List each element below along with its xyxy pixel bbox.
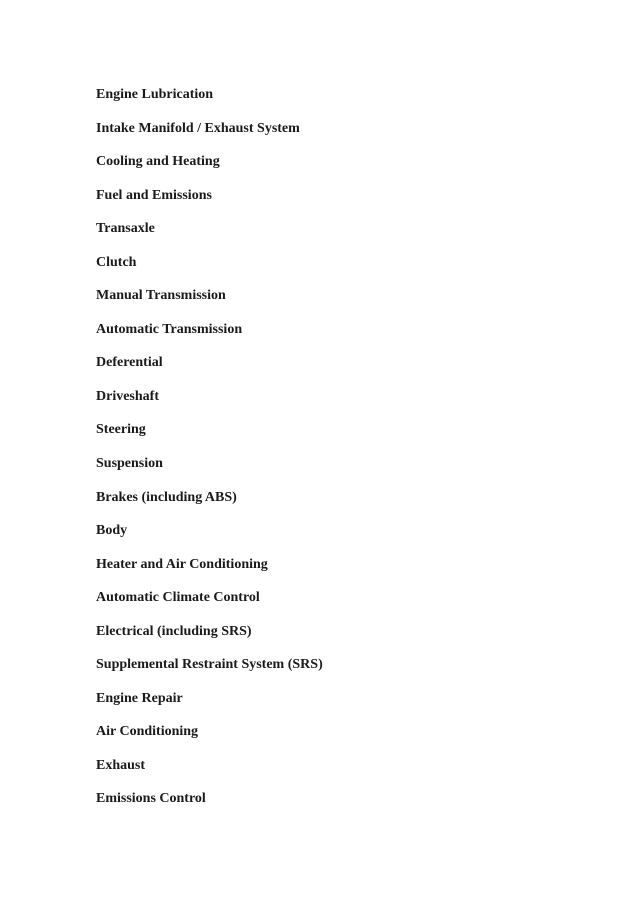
section-item: Emissions Control bbox=[96, 791, 206, 807]
section-item: Engine Repair bbox=[96, 690, 183, 706]
section-item: Automatic Transmission bbox=[96, 321, 243, 337]
section-item: Automatic Climate Control bbox=[96, 590, 260, 606]
section-item: Clutch bbox=[96, 254, 137, 270]
section-item: Brakes (including ABS) bbox=[96, 489, 237, 505]
section-item: Engine Lubrication bbox=[96, 87, 214, 102]
section-item: Supplemental Restraint System (SRS) bbox=[96, 657, 323, 673]
section-item: Air Conditioning bbox=[96, 724, 199, 740]
section-item: Fuel and Emissions bbox=[96, 187, 212, 203]
section-item: Deferential bbox=[96, 355, 163, 371]
section-list bbox=[96, 87, 323, 825]
section-item: Electrical (including SRS) bbox=[96, 623, 252, 639]
section-item: Transaxle bbox=[96, 221, 155, 237]
section-item: Steering bbox=[96, 422, 146, 438]
section-item: Heater and Air Conditioning bbox=[96, 556, 268, 572]
section-item: Suspension bbox=[96, 456, 163, 472]
section-item: Body bbox=[96, 523, 128, 539]
section-item: Driveshaft bbox=[96, 388, 159, 404]
section-item: Cooling and Heating bbox=[96, 154, 220, 170]
section-item: Manual Transmission bbox=[96, 288, 226, 304]
section-item: Intake Manifold / Exhaust System bbox=[96, 120, 300, 136]
section-item: Exhaust bbox=[96, 757, 146, 773]
